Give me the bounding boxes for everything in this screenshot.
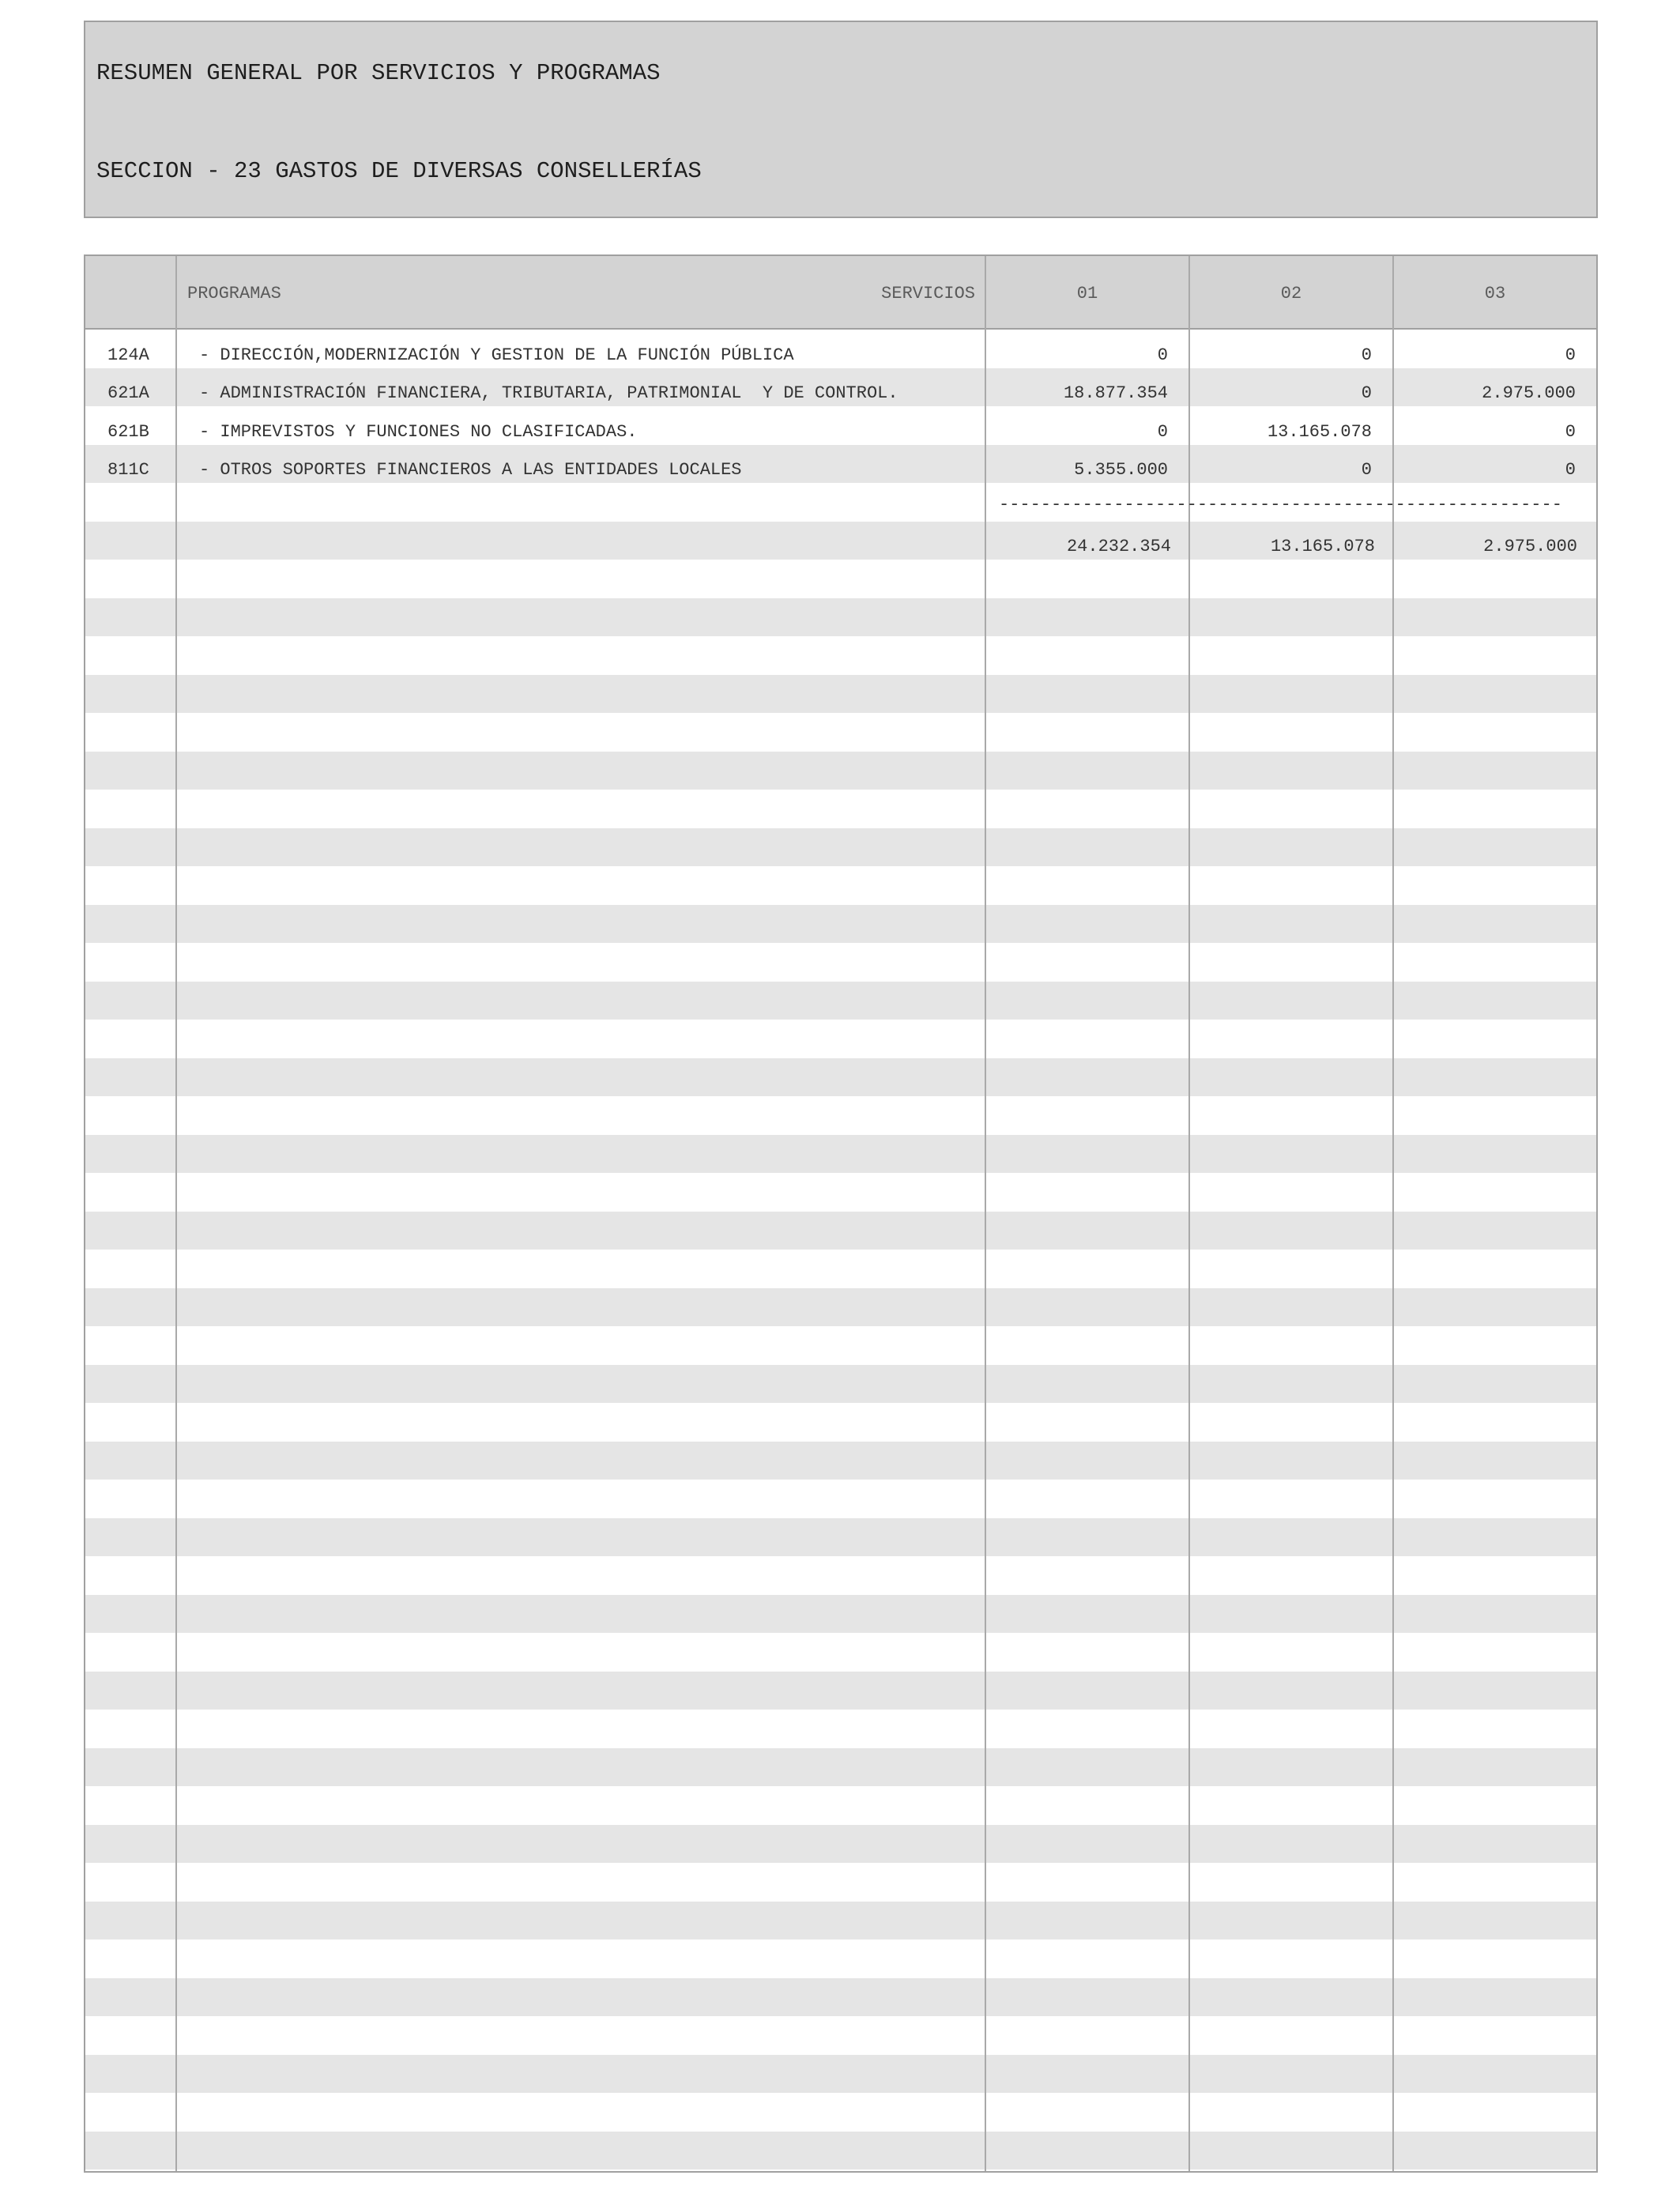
column-divider (1188, 256, 1190, 2171)
value-03: 0 (1565, 345, 1576, 365)
column-divider (1392, 256, 1394, 2171)
row-stripe (85, 1250, 1596, 1288)
program-description: - IMPREVISTOS Y FUNCIONES NO CLASIFICADAS. (199, 422, 638, 442)
report-title: RESUMEN GENERAL POR SERVICIOS Y PROGRAMAS (96, 60, 661, 86)
row-stripe (85, 2093, 1596, 2132)
table-header (85, 256, 1596, 330)
row-stripe (85, 866, 1596, 905)
row-stripe (85, 1786, 1596, 1825)
row-stripe (85, 2132, 1596, 2170)
program-description: - OTROS SOPORTES FINANCIEROS A LAS ENTIDADES LOCALES (199, 460, 742, 480)
row-stripe (85, 675, 1596, 714)
row-stripe (85, 1135, 1596, 1174)
row-stripe (85, 1212, 1596, 1250)
row-stripe (85, 943, 1596, 982)
column-divider (175, 256, 177, 2171)
program-description: - ADMINISTRACIÓN FINANCIERA, TRIBUTARIA, PATRIMONIAL Y DE CONTROL. (199, 383, 898, 403)
program-code: 811C (107, 460, 149, 480)
column-header-03: 03 (1484, 284, 1506, 303)
program-code: 621A (107, 383, 149, 403)
value-02: 0 (1361, 345, 1372, 365)
value-03: 0 (1565, 422, 1576, 442)
section-title: SECCION - 23 GASTOS DE DIVERSAS CONSELLERÍAS (96, 158, 702, 184)
value-01: 0 (1157, 422, 1168, 442)
row-stripe (85, 1020, 1596, 1058)
total-01: 24.232.354 (1066, 537, 1171, 556)
row-stripe (85, 636, 1596, 675)
row-stripe (85, 1058, 1596, 1097)
row-stripe (85, 1825, 1596, 1864)
row-stripe (85, 790, 1596, 828)
row-stripe (85, 1710, 1596, 1748)
value-03: 0 (1565, 460, 1576, 480)
report-header (84, 21, 1598, 218)
row-stripe (85, 1902, 1596, 1940)
total-03: 2.975.000 (1483, 537, 1577, 556)
column-header-01: 01 (1076, 284, 1098, 303)
value-02: 0 (1361, 460, 1372, 480)
program-description: - DIRECCIÓN,MODERNIZACIÓN Y GESTION DE LA FUNCIÓN PÚBLICA (199, 345, 794, 365)
totals-separator: ------------------------------------------------------ (999, 495, 1562, 515)
row-stripe (85, 713, 1596, 752)
servicios-header: SERVICIOS (881, 284, 975, 303)
row-stripe (85, 982, 1596, 1020)
summary-table (84, 254, 1598, 2173)
row-stripe (85, 1556, 1596, 1595)
row-stripe (85, 1288, 1596, 1327)
column-header-02: 02 (1280, 284, 1302, 303)
value-03: 2.975.000 (1482, 383, 1576, 403)
row-stripe (85, 1672, 1596, 1710)
program-code: 621B (107, 422, 149, 442)
row-stripe (85, 1173, 1596, 1212)
row-stripe (85, 1365, 1596, 1404)
row-stripe (85, 1326, 1596, 1365)
row-stripe (85, 1863, 1596, 1902)
value-02: 0 (1361, 383, 1372, 403)
row-stripe (85, 1978, 1596, 2017)
value-01: 0 (1157, 345, 1168, 365)
value-01: 5.355.000 (1074, 460, 1168, 480)
row-stripe (85, 905, 1596, 944)
row-stripe (85, 1518, 1596, 1557)
column-divider (985, 256, 986, 2171)
value-01: 18.877.354 (1063, 383, 1168, 403)
value-02: 13.165.078 (1267, 422, 1372, 442)
row-stripe (85, 2016, 1596, 2055)
row-stripe (85, 1480, 1596, 1518)
program-code: 124A (107, 345, 149, 365)
row-stripe (85, 1595, 1596, 1634)
programas-header: PROGRAMAS (187, 284, 281, 303)
table-body (85, 330, 1596, 2171)
row-stripe (85, 1442, 1596, 1480)
row-stripe (85, 1633, 1596, 1672)
row-stripe (85, 560, 1596, 598)
row-stripe (85, 752, 1596, 790)
row-stripe (85, 1403, 1596, 1442)
row-stripe (85, 1940, 1596, 1978)
row-stripe (85, 2055, 1596, 2094)
total-02: 13.165.078 (1270, 537, 1375, 556)
row-stripe (85, 1748, 1596, 1787)
row-stripe (85, 1096, 1596, 1135)
row-stripe (85, 598, 1596, 637)
row-stripe (85, 828, 1596, 867)
